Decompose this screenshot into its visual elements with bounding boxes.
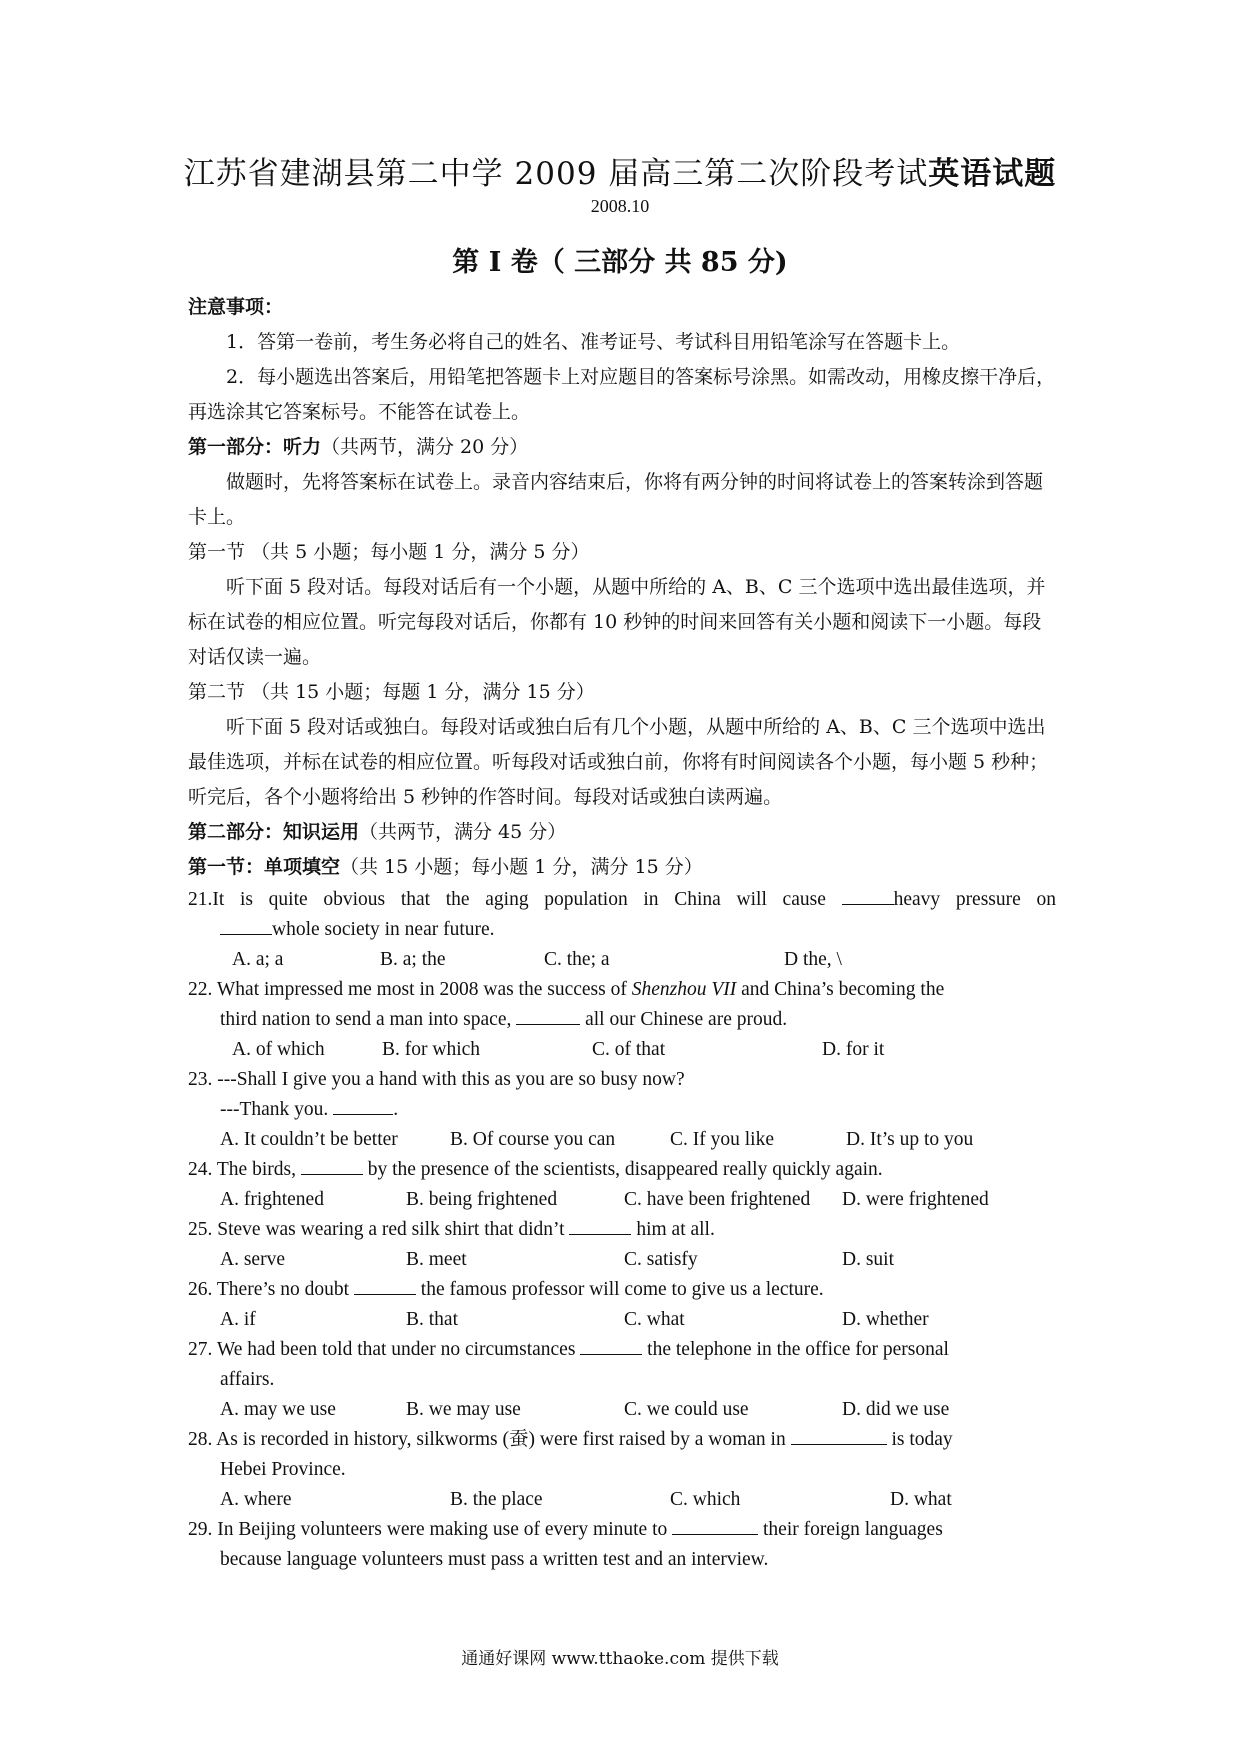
notice-item-1: 1．答第一卷前，考生务必将自己的姓名、准考证号、考试科目用铅笔涂写在答题卡上。 [226, 331, 961, 353]
option-b: B. for which [382, 1039, 481, 1060]
option-b: B. being frightened [406, 1189, 558, 1210]
question-22-options [188, 1035, 1056, 1065]
question-27-options [188, 1395, 1056, 1425]
question-23: 23. ---Shall I give you a hand with this as you are so busy now? [188, 1069, 685, 1090]
question-24: 24. The birds, by the presence of the scientists, disappeared really quickly again. [188, 1155, 1056, 1185]
exam-date: 2008.10 [590, 196, 650, 216]
volume-heading: 第 I 卷（ 三部分 共 85 分) [452, 247, 788, 278]
option-c: C. we could use [624, 1399, 749, 1420]
option-a: A. may we use [220, 1399, 336, 1420]
option-d: D. for it [822, 1039, 885, 1060]
option-c: C. the; a [544, 949, 610, 970]
question-21-options [188, 945, 1056, 975]
part1-section2-text: 听下面 5 段对话或独白。每段对话或独白后有几个小题，从题中所给的 A、B、C 三个选项中选出最佳选项，并标在试卷的相应位置。听每段对话或独白前，你将有时间阅读各个小题，每小题 5 秒种；听完后，各个小题将给出 5 秒钟的作答时间。每段对话或独白读两遍。 [188, 716, 1049, 808]
part1-section1-title: 第一节 （共 5 小题；每小题 1 分，满分 5 分） [188, 541, 590, 563]
question-27: 27. We had been told that under no circumstances the telephone in the office for personal [188, 1335, 1056, 1365]
option-d: D. whether [842, 1309, 929, 1330]
option-c: C. of that [592, 1039, 666, 1060]
option-b: B. meet [406, 1249, 467, 1270]
option-a: A. frightened [220, 1189, 324, 1210]
question-28: 28. As is recorded in history, silkworms (蚕) were first raised by a woman in is today [188, 1425, 1056, 1455]
question-24-options [188, 1185, 1056, 1215]
exam-body: 注意事项： 1．答第一卷前，考生务必将自己的姓名、准考证号、考试科目用铅笔涂写在答题卡上。 2．每小题选出答案后，用铅笔把答题卡上对应题目的答案标号涂黑。如需改动，用橡皮擦干净后，再选涂其它答案标号。不能答在试卷上。 第一部分：听力（共两节，满分 20 分） 做题时，先将答案标在试卷上。录音内容结束后，你将有两分钟的时间将试卷上的答案转涂到答题卡上。 第一节 （共 5 小题；每小题 1 分，满分 5 分） 听下面 5 段对话。每段对话后有一个小题，从题中所给的 A、B、C 三个选项中选出最佳选项，并标在试卷的相应位置。听完每段对话后，你都有 10 秒钟的时间来回答有关小题和阅读下一小题。每段对话仅读一遍。 第二节 （共 15 小题；每题 1 分，满分 15 分） 听下面 5 段对话或独白。每段对话或独白后有几个小题，从题中所给的 A、B、C 三个选项中选出最佳选项，并标在试卷的相应位置。听每段对话或独白前，你将有时间阅读各个小题，每小题 5 秒种；听完后，各个小题将给出 5 秒钟的作答时间。每段对话或独白读两遍。 第二部分：知识运用（共两节，满分 45 分） 第一节：单项填空（共 15 小题；每小题 1 分，满分 15 分） 21.It is quite obvious that the aging population in China will cause heavy pressure on whole society in near future. A. a; a B. a; the C. the; a D the, \ 22. What impressed me most in 2008 was the success of Shenzhou VII and China’s becoming the third nation to send a man into space, all our Chinese are proud. A. of which B. for which C. of that D. for it 23. ---Shall I give you a hand with this as you are so busy now? ---Thank you. . A. It couldn’t be better B. Of course you can C. If you like D. It’s up to you 24. The birds, by the presence of the scientists, disappeared really quickly again. A. frightened B. being frightened C. have been frightened D. were frightened 25. Steve was wearing a red silk shirt that didn’t him at all. A. serve B. meet C. satisfy D. suit 26. There’s no doubt the famous professor will come to give us a lecture. A. if B. that C. what D. whether 27. We had been told that under no circumstances the telephone in the office for personal affairs. A. may we use B. we may use C. we could use D. did we use 28. As is recorded in history, silkworms (蚕) were first raised by a woman in is today Hebei Province. A. where B. the place C. which D. what 29. In Beijing volunteers were making use of every minute to their foreign languages because language volunteers must pass a written test and an interview. [188, 290, 1056, 1575]
option-d: D. were frightened [842, 1189, 989, 1210]
question-26: 26. There’s no doubt the famous professor will come to give us a lecture. [188, 1275, 1056, 1305]
title-subject: 英语试题 [928, 156, 1057, 192]
part2-section1-title: 第一节：单项填空（共 15 小题；每小题 1 分，满分 15 分） [188, 856, 703, 878]
option-a: A. of which [232, 1039, 325, 1060]
part1-heading: 第一部分：听力（共两节，满分 20 分） [188, 436, 529, 458]
title-main: 江苏省建湖县第二中学 2009 届高三第二次阶段考试 [183, 156, 929, 192]
option-b: B. the place [450, 1489, 543, 1510]
option-a: A. serve [220, 1249, 285, 1270]
part2-heading: 第二部分：知识运用（共两节，满分 45 分） [188, 821, 567, 843]
option-b: B. a; the [380, 949, 446, 970]
option-d: D the, \ [784, 949, 842, 970]
part1-section1-text: 听下面 5 段对话。每段对话后有一个小题，从题中所给的 A、B、C 三个选项中选出最佳选项，并标在试卷的相应位置。听完每段对话后，你都有 10 秒钟的时间来回答有关小题和阅读下一小题。每段对话仅读一遍。 [188, 576, 1046, 668]
option-d: D. suit [842, 1249, 895, 1270]
option-b: B. that [406, 1309, 458, 1330]
option-d: D. did we use [842, 1399, 950, 1420]
option-a: A. where [220, 1489, 292, 1510]
option-d: D. It’s up to you [846, 1129, 974, 1150]
option-c: C. what [624, 1309, 685, 1330]
option-d: D. what [890, 1489, 952, 1510]
question-25-options [188, 1245, 1056, 1275]
option-b: B. we may use [406, 1399, 521, 1420]
option-c: C. have been frightened [624, 1189, 811, 1210]
question-23-options [188, 1125, 1056, 1155]
part1-section2-title: 第二节 （共 15 小题；每题 1 分，满分 15 分） [188, 681, 595, 703]
question-25: 25. Steve was wearing a red silk shirt that didn’t him at all. [188, 1215, 1056, 1245]
notice-heading: 注意事项： [188, 296, 284, 318]
notice-item-2: 2．每小题选出答案后，用铅笔把答题卡上对应题目的答案标号涂黑。如需改动，用橡皮擦干净后，再选涂其它答案标号。不能答在试卷上。 [188, 366, 1056, 423]
question-21: 21.It is quite obvious that the aging population in China will cause heavy pressure on [188, 885, 1056, 915]
question-29: 29. In Beijing volunteers were making use of every minute to their foreign languages [188, 1515, 1056, 1545]
question-26-options [188, 1305, 1056, 1335]
option-c: C. which [670, 1489, 741, 1510]
exam-title [0, 148, 1240, 193]
part1-instruction: 做题时，先将答案标在试卷上。录音内容结束后，你将有两分钟的时间将试卷上的答案转涂到答题卡上。 [188, 471, 1044, 528]
page-footer: 通通好课网 www.tthaoke.com 提供下载 [461, 1649, 779, 1669]
question-28-options [188, 1485, 1056, 1515]
question-22: 22. What impressed me most in 2008 was the success of Shenzhou VII and China’s becoming the [188, 979, 945, 1000]
option-a: A. a; a [232, 949, 284, 970]
option-a: A. if [220, 1309, 256, 1330]
option-c: C. satisfy [624, 1249, 698, 1270]
option-b: B. Of course you can [450, 1129, 616, 1150]
option-a: A. It couldn’t be better [220, 1129, 398, 1150]
option-c: C. If you like [670, 1129, 774, 1150]
